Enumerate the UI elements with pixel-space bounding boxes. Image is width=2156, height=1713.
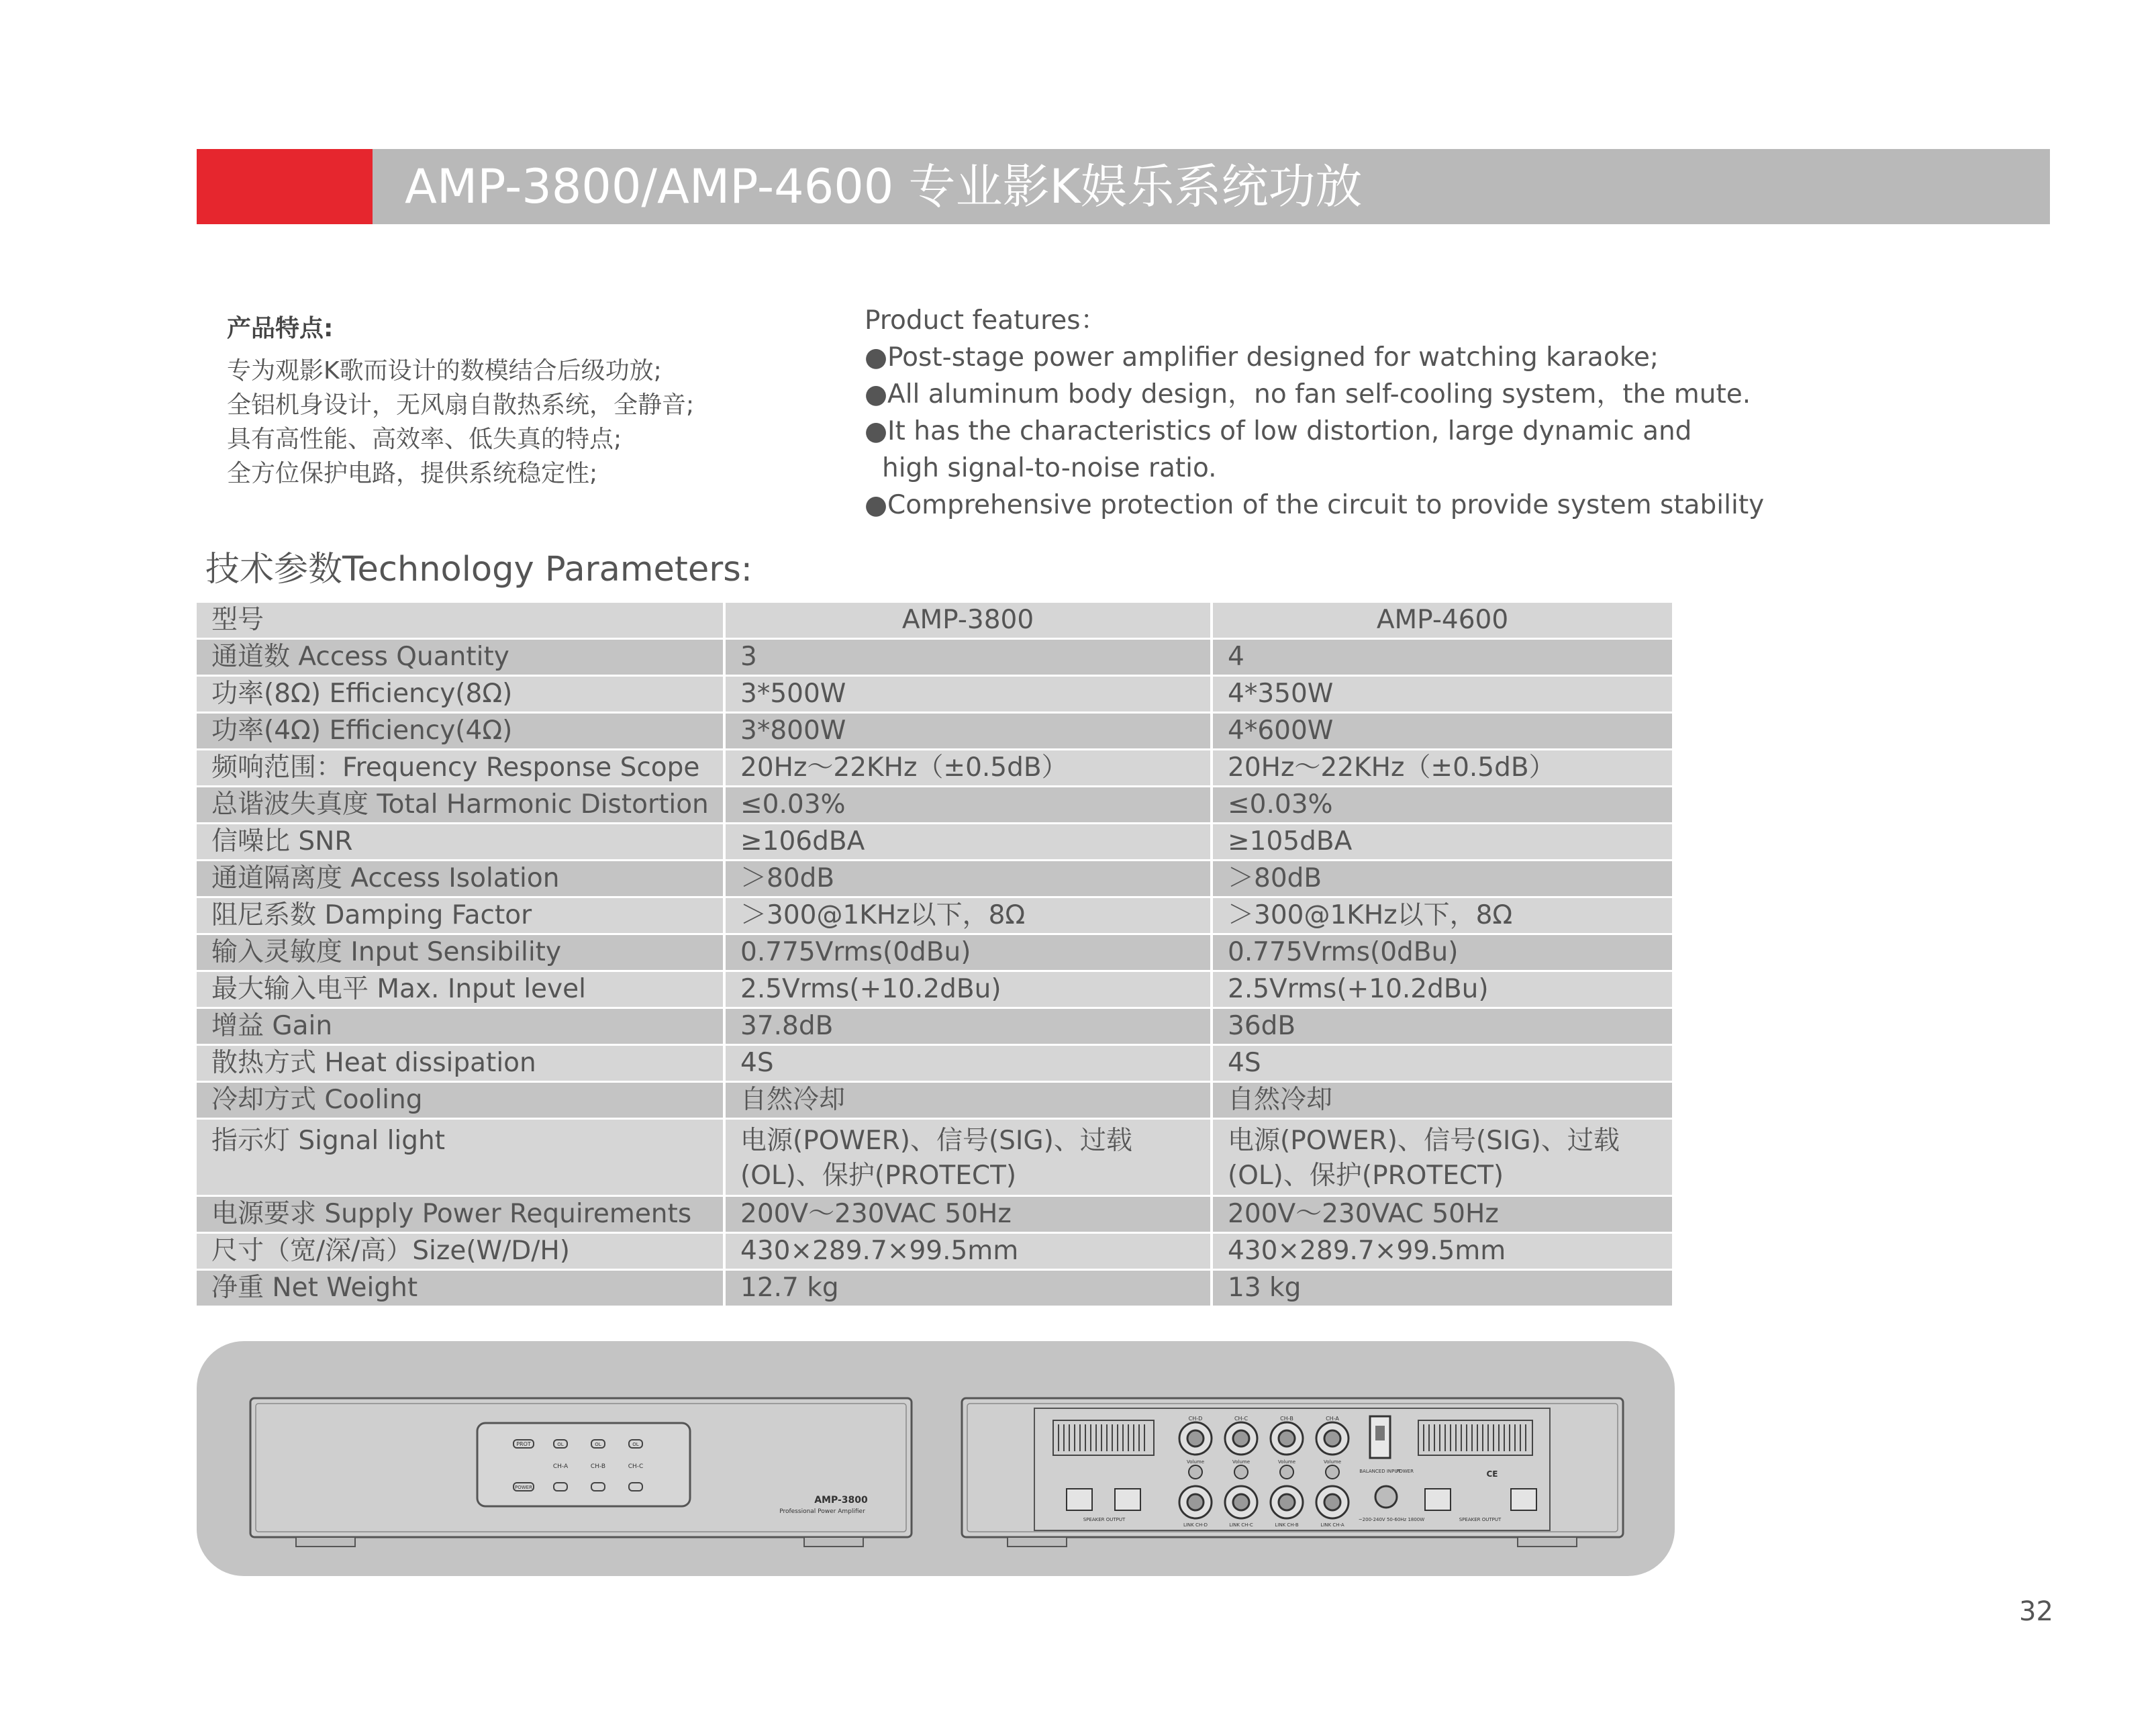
spec-value-4600: ≤0.03% (1212, 787, 1673, 824)
product-illustration (197, 1341, 1675, 1576)
features-en (865, 302, 1764, 524)
spec-row (197, 676, 1673, 713)
features-en-line: ●Post-stage power amplifier designed for watching karaoke; (865, 342, 1659, 373)
spec-row (197, 713, 1673, 750)
volume-label: Volume (1232, 1459, 1251, 1465)
spec-header-cell: 型号 (197, 603, 724, 639)
power-inlet (1375, 1486, 1397, 1508)
spec-label: 最大输入电平 Max. Input level (197, 971, 724, 1008)
spec-label: 指示灯 Signal light (197, 1119, 724, 1196)
rear-channel-label: CH-B (1280, 1416, 1293, 1422)
spec-row (197, 1045, 1673, 1082)
power-label: POWER (1396, 1469, 1414, 1474)
spec-value-4600: ≥105dBA (1212, 824, 1673, 861)
product-image-panel (197, 1341, 1675, 1576)
spec-value-4600: 20Hz～22KHz（±0.5dB） (1212, 750, 1673, 787)
spec-label: 总谐波失真度 Total Harmonic Distortion (197, 787, 724, 824)
spec-value-4600: 0.775Vrms(0dBu) (1212, 934, 1673, 971)
spec-value-3800: 200V～230VAC 50Hz (724, 1196, 1212, 1233)
title-accent-block (197, 149, 373, 224)
spec-label: 功率(4Ω) Efficiency(4Ω) (197, 713, 724, 750)
led-label: OL (595, 1442, 601, 1447)
mains-label: ~200-240V 50-60Hz 1800W (1358, 1517, 1425, 1522)
led-label: CH-B (590, 1463, 606, 1470)
spec-row (197, 934, 1673, 971)
link-label: LINK CH-B (1275, 1522, 1299, 1528)
spec-value-4600: 电源(POWER)、信号(SIG)、过载(OL)、保护(PROTECT) (1212, 1119, 1673, 1196)
features-cn-line: 专为观影K歌而设计的数模结合后级功放; (227, 357, 662, 385)
led-label: PROT (516, 1441, 531, 1447)
page-title: AMP-3800/AMP-4600 专业影K娱乐系统功放 (405, 159, 1363, 214)
spec-value-3800: 电源(POWER)、信号(SIG)、过载(OL)、保护(PROTECT) (724, 1119, 1212, 1196)
tech-params-title: 技术参数Technology Parameters: (205, 550, 752, 589)
led-label: OL (557, 1442, 564, 1447)
volume-label: Volume (1277, 1459, 1296, 1465)
spec-header-cell: AMP-4600 (1212, 603, 1673, 639)
features-en-line: high signal-to-noise ratio. (882, 453, 1217, 483)
spec-value-3800: 430×289.7×99.5mm (724, 1233, 1212, 1270)
spec-value-3800: 12.7 kg (724, 1270, 1212, 1307)
spec-value-3800: 37.8dB (724, 1008, 1212, 1045)
page-number: 32 (2019, 1596, 2053, 1627)
title-bar (197, 149, 2050, 224)
spec-value-4600: 4*350W (1212, 676, 1673, 713)
spec-value-4600: 430×289.7×99.5mm (1212, 1233, 1673, 1270)
spec-label: 尺寸（宽/深/高）Size(W/D/H) (197, 1233, 724, 1270)
spec-label: 通道数 Access Quantity (197, 639, 724, 676)
features-cn-line: 具有高性能、高效率、低失真的特点; (227, 426, 622, 453)
features-cn-heading: 产品特点: (227, 315, 334, 342)
spec-value-4600: ＞300@1KHz以下，8Ω (1212, 897, 1673, 934)
spec-value-3800: 0.775Vrms(0dBu) (724, 934, 1212, 971)
rear-panel (962, 1398, 1623, 1547)
spec-row (197, 897, 1673, 934)
spec-value-3800: ＞80dB (724, 861, 1212, 897)
spec-label: 电源要求 Supply Power Requirements (197, 1196, 724, 1233)
spec-header-row (197, 603, 1673, 639)
spec-label: 净重 Net Weight (197, 1270, 724, 1307)
front-subtitle: Professional Power Amplifier (779, 1508, 865, 1515)
led-label: CH-C (628, 1463, 644, 1470)
spec-value-4600: 4*600W (1212, 713, 1673, 750)
features-en-line: ●It has the characteristics of low distortion, large dynamic and (865, 416, 1692, 446)
features-en-line: ●All aluminum body design，no fan self-cooling system，the mute. (865, 379, 1751, 409)
spec-value-4600: 2.5Vrms(+10.2dBu) (1212, 971, 1673, 1008)
ce-mark: CE (1486, 1469, 1498, 1479)
led-label: POWER (515, 1485, 532, 1490)
spec-value-4600: 13 kg (1212, 1270, 1673, 1307)
spec-row (197, 639, 1673, 676)
spec-row (197, 971, 1673, 1008)
balanced-input-label: BALANCED INPUT (1359, 1469, 1401, 1474)
spec-label: 冷却方式 Cooling (197, 1082, 724, 1119)
led-label: CH-A (552, 1463, 569, 1470)
spec-row (197, 1270, 1673, 1307)
spec-value-4600: 36dB (1212, 1008, 1673, 1045)
spec-row (197, 1008, 1673, 1045)
spec-label: 增益 Gain (197, 1008, 724, 1045)
link-label: LINK CH-D (1183, 1522, 1208, 1528)
spec-row (197, 1233, 1673, 1270)
spec-value-3800: 3*500W (724, 676, 1212, 713)
rear-channel-label: CH-A (1326, 1416, 1339, 1422)
speaker-output-label: SPEAKER OUTPUT (1459, 1517, 1502, 1522)
spec-value-3800: ≥106dBA (724, 824, 1212, 861)
spec-row (197, 824, 1673, 861)
spec-value-3800: ≤0.03% (724, 787, 1212, 824)
front-panel (250, 1398, 912, 1547)
spec-value-3800: 3 (724, 639, 1212, 676)
spec-value-3800: 20Hz～22KHz（±0.5dB） (724, 750, 1212, 787)
spec-label: 输入灵敏度 Input Sensibility (197, 934, 724, 971)
features-cn (227, 311, 694, 491)
spec-label: 信噪比 SNR (197, 824, 724, 861)
rear-channel-label: CH-D (1188, 1416, 1203, 1422)
spec-row (197, 861, 1673, 897)
volume-label: Volume (1186, 1459, 1205, 1465)
volume-label: Volume (1323, 1459, 1342, 1465)
spec-row (197, 787, 1673, 824)
spec-row (197, 1119, 1673, 1196)
link-label: LINK CH-A (1320, 1522, 1344, 1528)
spec-value-4600: 200V～230VAC 50Hz (1212, 1196, 1673, 1233)
spec-row (197, 1196, 1673, 1233)
spec-value-4600: ＞80dB (1212, 861, 1673, 897)
link-label: LINK CH-C (1229, 1522, 1253, 1528)
features-en-line: ●Comprehensive protection of the circuit to provide system stability (865, 490, 1765, 520)
spec-label: 阻尼系数 Damping Factor (197, 897, 724, 934)
spec-label: 散热方式 Heat dissipation (197, 1045, 724, 1082)
led-label: OL (632, 1442, 639, 1447)
spec-label: 频响范围：Frequency Response Scope (197, 750, 724, 787)
spec-value-3800: ＞300@1KHz以下，8Ω (724, 897, 1212, 934)
spec-value-3800: 4S (724, 1045, 1212, 1082)
power-switch (1370, 1416, 1390, 1458)
spec-value-3800: 自然冷却 (724, 1082, 1212, 1119)
spec-row (197, 750, 1673, 787)
features-en-heading: Product features： (865, 305, 1107, 336)
features-cn-line: 全方位保护电路，提供系统稳定性; (227, 460, 598, 487)
spec-label: 功率(8Ω) Efficiency(8Ω) (197, 676, 724, 713)
spec-header-cell: AMP-3800 (724, 603, 1212, 639)
spec-value-4600: 自然冷却 (1212, 1082, 1673, 1119)
spec-value-3800: 3*800W (724, 713, 1212, 750)
spec-label: 通道隔离度 Access Isolation (197, 861, 724, 897)
rear-channel-label: CH-C (1234, 1416, 1248, 1422)
spec-value-3800: 2.5Vrms(+10.2dBu) (724, 971, 1212, 1008)
speaker-output-label: SPEAKER OUTPUT (1083, 1517, 1126, 1522)
spec-value-4600: 4 (1212, 639, 1673, 676)
spec-value-4600: 4S (1212, 1045, 1673, 1082)
spec-table (197, 603, 1675, 1308)
features-cn-line: 全铝机身设计，无风扇自散热系统，全静音; (227, 391, 695, 419)
spec-row (197, 1082, 1673, 1119)
front-model-label: AMP-3800 (814, 1495, 868, 1506)
